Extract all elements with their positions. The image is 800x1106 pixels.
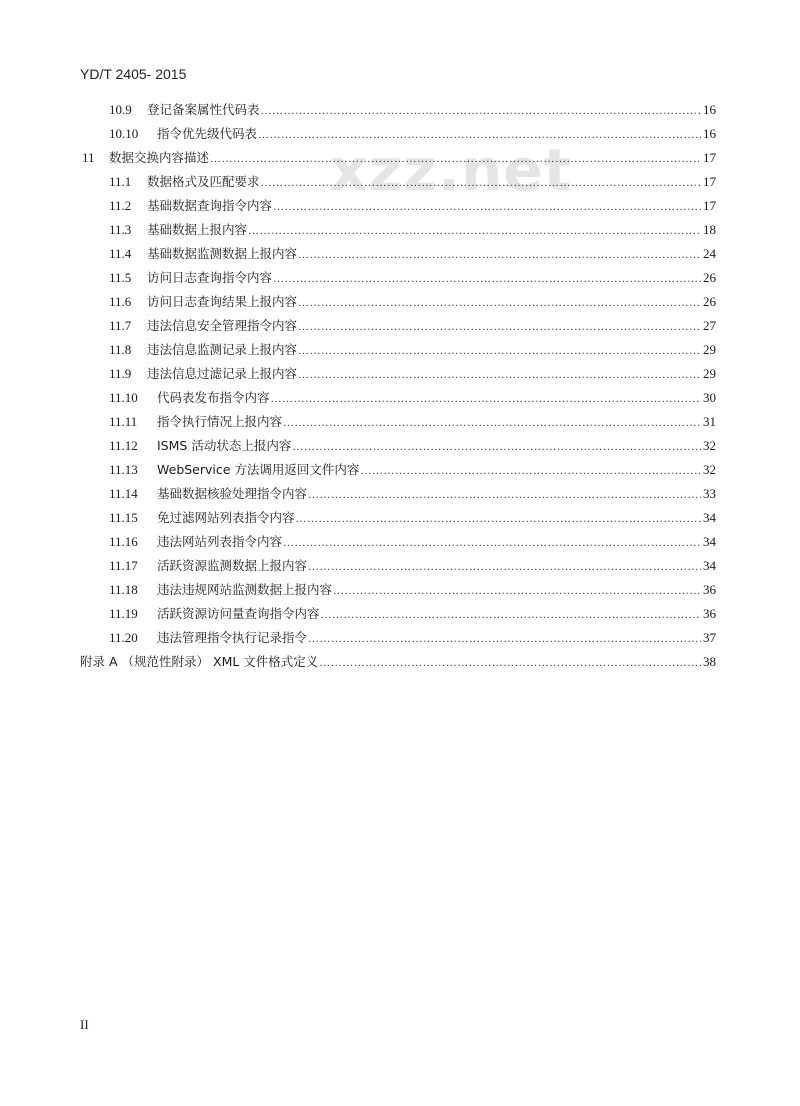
toc-entry-page: 32 bbox=[703, 438, 716, 453]
toc-entry-title: 违法信息安全管理指令内容 bbox=[147, 318, 298, 333]
toc-entry-number: 11.2 bbox=[109, 198, 132, 213]
dot-leader bbox=[308, 483, 701, 507]
toc-entry-page: 36 bbox=[703, 582, 716, 597]
toc-entry-10-10[interactable] bbox=[109, 122, 716, 146]
toc-entry-number: 11.16 bbox=[109, 534, 138, 549]
toc-entry-page: 26 bbox=[703, 270, 716, 285]
toc-entry-title: 访问日志查询指令内容 bbox=[147, 270, 273, 285]
toc-entry-title: 指令执行情况上报内容 bbox=[157, 414, 283, 429]
toc-entry-page: 24 bbox=[703, 246, 716, 261]
toc-entry-11-1[interactable] bbox=[109, 170, 716, 194]
toc-entry-number: 11.17 bbox=[109, 558, 138, 573]
toc-entry-11-2[interactable] bbox=[109, 194, 716, 218]
toc-entry-number: 11.7 bbox=[109, 318, 132, 333]
dot-leader bbox=[298, 339, 701, 363]
toc-entry-11-12[interactable] bbox=[109, 434, 716, 458]
toc-entry-11-16[interactable] bbox=[109, 530, 716, 554]
toc-entry-11-14[interactable] bbox=[109, 482, 716, 506]
toc-entry-page: 29 bbox=[703, 366, 716, 381]
toc-entry-page: 37 bbox=[703, 630, 716, 645]
toc-entry-title: 违法信息过滤记录上报内容 bbox=[147, 366, 298, 381]
toc-entry-title: 违法管理指令执行记录指令 bbox=[157, 630, 308, 645]
toc-entry-page: 27 bbox=[703, 318, 716, 333]
toc-entry-appendix-a[interactable] bbox=[80, 650, 716, 674]
toc-entry-11-17[interactable] bbox=[109, 554, 716, 578]
toc-entry-number: 11.13 bbox=[109, 462, 138, 477]
toc-entry-number: 11.18 bbox=[109, 582, 138, 597]
dot-leader bbox=[333, 579, 701, 603]
toc-entry-page: 17 bbox=[703, 198, 716, 213]
toc-entry-title: （规范性附录） XML 文件格式定义 bbox=[121, 654, 319, 669]
toc-entry-number: 11.9 bbox=[109, 366, 132, 381]
toc-entry-11-4[interactable] bbox=[109, 242, 716, 266]
toc-entry-11-10[interactable] bbox=[109, 386, 716, 410]
toc-entry-11-3[interactable] bbox=[109, 218, 716, 242]
toc-entry-title: 指令优先级代码表 bbox=[157, 126, 258, 141]
dot-leader bbox=[261, 171, 701, 195]
toc-entry-title: ISMS 活动状态上报内容 bbox=[157, 438, 292, 453]
toc-entry-page: 17 bbox=[703, 174, 716, 189]
toc-entry-page: 18 bbox=[703, 222, 716, 237]
toc-entry-11-18[interactable] bbox=[109, 578, 716, 602]
toc-entry-number: 11.20 bbox=[109, 630, 138, 645]
dot-leader bbox=[298, 291, 701, 315]
toc-entry-11-7[interactable] bbox=[109, 314, 716, 338]
toc-entry-title: 代码表发布指令内容 bbox=[157, 390, 270, 405]
dot-leader bbox=[321, 603, 701, 627]
dot-leader bbox=[271, 387, 701, 411]
document-code-header: YD/T 2405- 2015 bbox=[80, 66, 187, 82]
toc-entry-number: 11.11 bbox=[109, 414, 138, 429]
toc-entry-title: 免过滤网站列表指令内容 bbox=[157, 510, 295, 525]
toc-entry-number: 附录 A bbox=[80, 654, 118, 669]
toc-entry-number: 11.19 bbox=[109, 606, 138, 621]
toc-entry-number: 11.5 bbox=[109, 270, 132, 285]
toc-entry-number: 10.9 bbox=[109, 102, 132, 117]
dot-leader bbox=[319, 651, 701, 675]
toc-entry-11-15[interactable] bbox=[109, 506, 716, 530]
dot-leader bbox=[283, 531, 701, 555]
toc-entry-page: 34 bbox=[703, 558, 716, 573]
toc-entry-number: 10.10 bbox=[109, 126, 139, 141]
toc-entry-title: 基础数据核验处理指令内容 bbox=[157, 486, 308, 501]
toc-entry-title: 基础数据监测数据上报内容 bbox=[147, 246, 298, 261]
toc-entry-11-5[interactable] bbox=[109, 266, 716, 290]
toc-entry-page: 36 bbox=[703, 606, 716, 621]
toc-entry-title: 数据交换内容描述 bbox=[109, 150, 210, 165]
toc-entry-title: 访问日志查询结果上报内容 bbox=[147, 294, 298, 309]
dot-leader bbox=[308, 627, 701, 651]
toc-entry-title: 违法违规网站监测数据上报内容 bbox=[157, 582, 333, 597]
dot-leader bbox=[258, 123, 701, 147]
toc-entry-11-6[interactable] bbox=[109, 290, 716, 314]
toc-entry-page: 33 bbox=[703, 486, 716, 501]
toc-entry-number: 11 bbox=[82, 150, 95, 165]
toc-entry-10-9[interactable] bbox=[109, 98, 716, 122]
toc-entry-page: 16 bbox=[703, 102, 716, 117]
toc-entry-number: 11.4 bbox=[109, 246, 132, 261]
toc-entry-page: 26 bbox=[703, 294, 716, 309]
toc-entry-number: 11.14 bbox=[109, 486, 138, 501]
toc-entry-11-19[interactable] bbox=[109, 602, 716, 626]
toc-entry-page: 29 bbox=[703, 342, 716, 357]
toc-entry-title: 违法网站列表指令内容 bbox=[157, 534, 283, 549]
toc-entry-page: 16 bbox=[703, 126, 716, 141]
dot-leader bbox=[308, 555, 701, 579]
dot-leader bbox=[248, 219, 701, 243]
toc-entry-page: 34 bbox=[703, 534, 716, 549]
dot-leader bbox=[210, 147, 701, 171]
dot-leader bbox=[298, 315, 701, 339]
toc-entry-page: 34 bbox=[703, 510, 716, 525]
toc-entry-number: 11.3 bbox=[109, 222, 132, 237]
toc-entry-title: 基础数据查询指令内容 bbox=[147, 198, 273, 213]
watermark: xzz.net bbox=[330, 136, 573, 204]
page-number-footer: II bbox=[80, 1017, 89, 1032]
toc-entry-title: 基础数据上报内容 bbox=[147, 222, 248, 237]
dot-leader bbox=[261, 99, 701, 123]
toc-entry-page: 32 bbox=[703, 462, 716, 477]
toc-entry-page: 31 bbox=[703, 414, 716, 429]
toc-entry-11-20[interactable] bbox=[109, 626, 716, 650]
toc-entry-number: 11.6 bbox=[109, 294, 132, 309]
toc-entry-title: 数据格式及匹配要求 bbox=[147, 174, 260, 189]
toc-entry-number: 11.8 bbox=[109, 342, 132, 357]
dot-leader bbox=[298, 243, 701, 267]
toc-entry-11-9[interactable] bbox=[109, 362, 716, 386]
toc-entry-11-8[interactable] bbox=[109, 338, 716, 362]
toc-entry-page: 17 bbox=[703, 150, 716, 165]
toc-entry-number: 11.1 bbox=[109, 174, 132, 189]
toc-entry-title: WebService 方法调用返回文件内容 bbox=[157, 462, 360, 477]
dot-leader bbox=[283, 411, 701, 435]
toc-entry-number: 11.15 bbox=[109, 510, 138, 525]
toc-entry-title: 登记备案属性代码表 bbox=[147, 102, 260, 117]
toc-entry-title: 违法信息监测记录上报内容 bbox=[147, 342, 298, 357]
toc-entry-title: 活跃资源监测数据上报内容 bbox=[157, 558, 308, 573]
toc-entry-title: 活跃资源访问量查询指令内容 bbox=[157, 606, 320, 621]
toc-entry-11[interactable] bbox=[82, 146, 716, 170]
toc-entry-11-11[interactable] bbox=[109, 410, 716, 434]
toc-entry-page: 38 bbox=[703, 654, 716, 669]
toc-entry-number: 11.10 bbox=[109, 390, 138, 405]
dot-leader bbox=[292, 435, 701, 459]
dot-leader bbox=[360, 459, 701, 483]
toc-entry-page: 30 bbox=[703, 390, 716, 405]
toc-entry-11-13[interactable] bbox=[109, 458, 716, 482]
dot-leader bbox=[273, 195, 701, 219]
toc-entry-number: 11.12 bbox=[109, 438, 138, 453]
dot-leader bbox=[273, 267, 701, 291]
dot-leader bbox=[298, 363, 701, 387]
dot-leader bbox=[296, 507, 701, 531]
